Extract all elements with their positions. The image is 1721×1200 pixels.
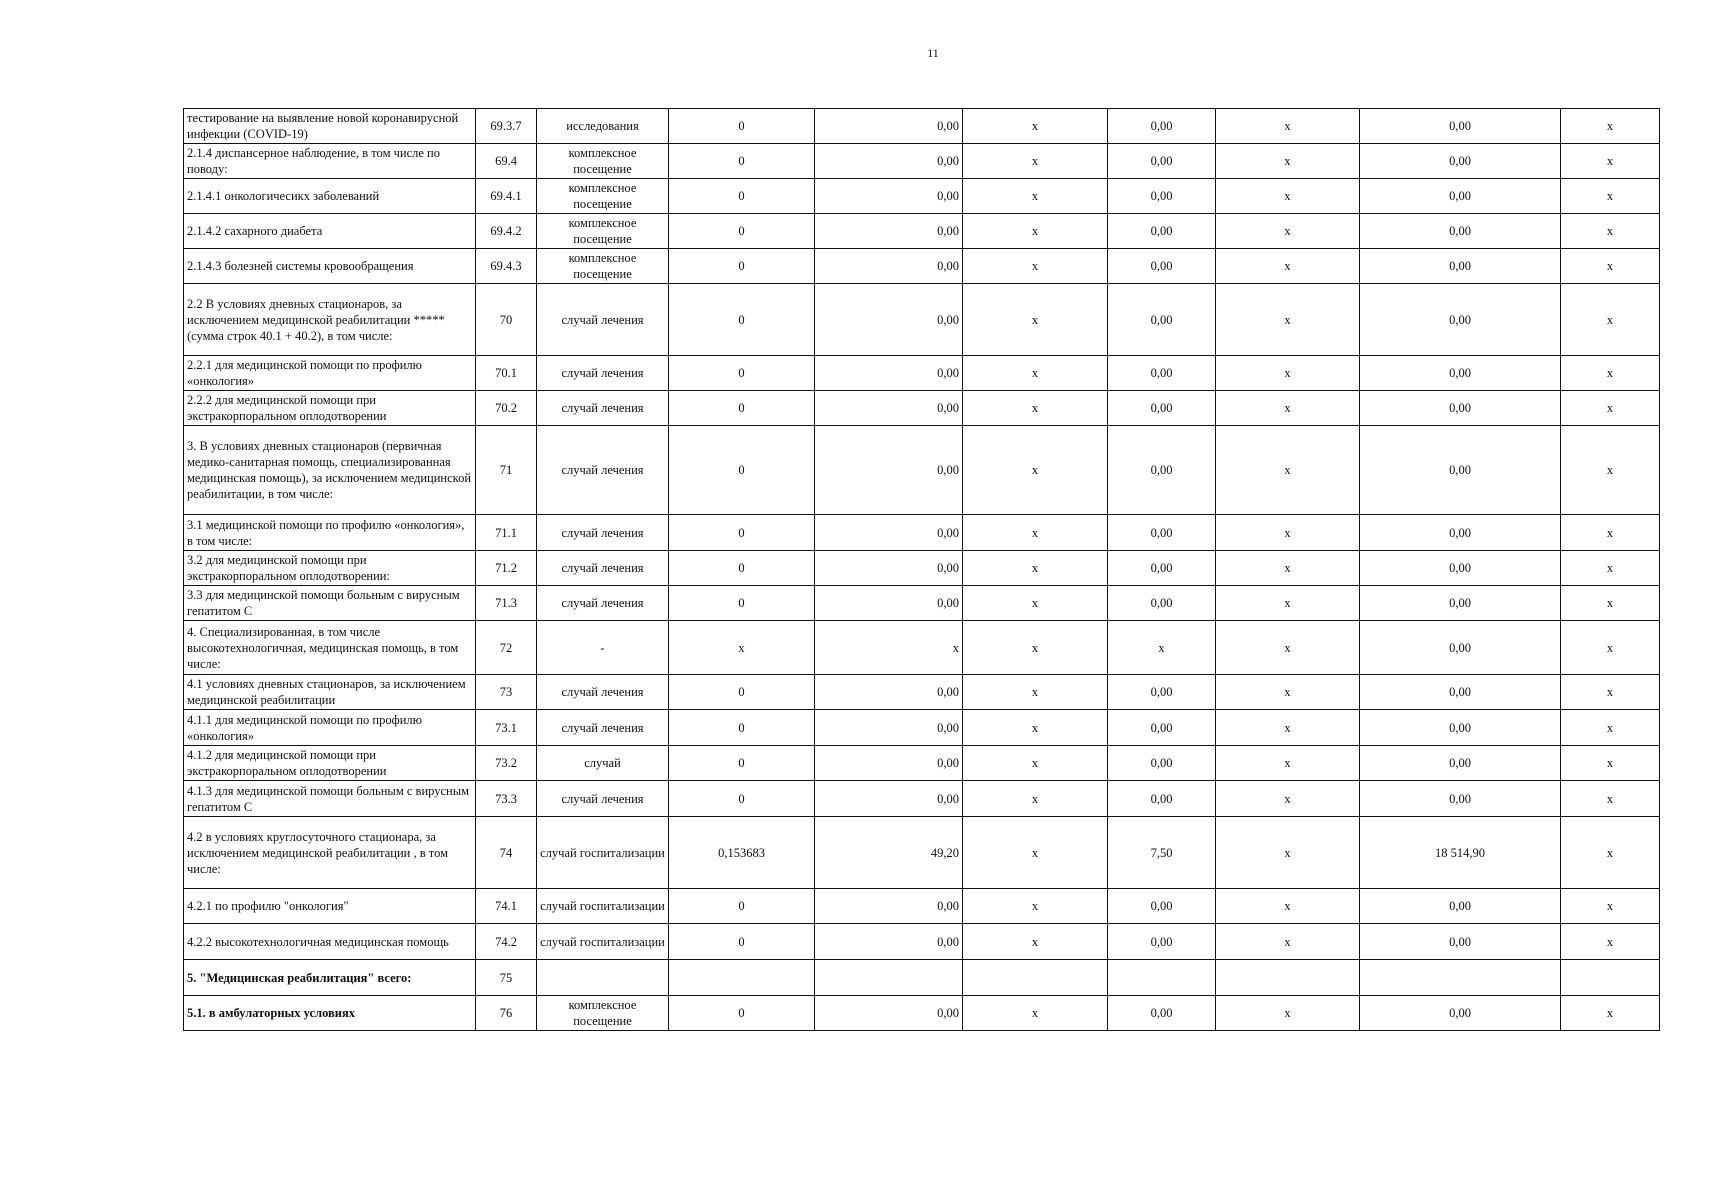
- x-mark-cell: x: [1216, 924, 1360, 960]
- cost-value-cell: 0,00: [815, 214, 963, 249]
- cost-value-cell: 0,00: [815, 746, 963, 781]
- x-mark-cell: x: [1216, 746, 1360, 781]
- x-mark-cell: x: [1561, 586, 1660, 621]
- cost-value-cell: 0,00: [815, 675, 963, 710]
- x-mark-cell: x: [963, 109, 1108, 144]
- x-mark-cell: x: [1216, 214, 1360, 249]
- x-mark-cell: x: [963, 675, 1108, 710]
- row-code-cell: 71: [476, 426, 537, 515]
- x-mark-cell: x: [1561, 675, 1660, 710]
- cost-value-cell: 0,00: [815, 515, 963, 551]
- cost-value-cell: 0,00: [815, 710, 963, 746]
- row-code-cell: 71.3: [476, 586, 537, 621]
- unit-of-measure-cell: случай лечения: [537, 391, 669, 426]
- unit-of-measure-cell: комплексное посещение: [537, 249, 669, 284]
- unit-of-measure-cell: случай лечения: [537, 426, 669, 515]
- table-row: [184, 996, 1660, 1031]
- x-mark-cell: x: [1561, 179, 1660, 214]
- normative-value-cell: 0,00: [1108, 249, 1216, 284]
- table-row: [184, 586, 1660, 621]
- table-row: [184, 781, 1660, 817]
- unit-of-measure-cell: комплексное посещение: [537, 179, 669, 214]
- row-label-cell: 4.1.3 для медицинской помощи больным с вирусным гепатитом С: [184, 781, 476, 817]
- cost-value-cell: 0,00: [815, 356, 963, 391]
- unit-of-measure-cell: случай лечения: [537, 586, 669, 621]
- row-code-cell: 69.4.1: [476, 179, 537, 214]
- table-row: [184, 356, 1660, 391]
- row-label-cell: 4.1.2 для медицинской помощи при экстракорпоральном оплодотворении: [184, 746, 476, 781]
- unit-of-measure-cell: случай лечения: [537, 675, 669, 710]
- x-mark-cell: x: [1216, 551, 1360, 586]
- row-code-cell: 70.2: [476, 391, 537, 426]
- normative-value-cell: 7,50: [1108, 817, 1216, 889]
- x-mark-cell: x: [1216, 284, 1360, 356]
- x-mark-cell: x: [963, 391, 1108, 426]
- cost-value-cell: 0,00: [815, 249, 963, 284]
- cost-value-cell: 0,00: [815, 284, 963, 356]
- cost-value-cell: 0,00: [815, 391, 963, 426]
- volume-value-cell: 0: [669, 781, 815, 817]
- row-code-cell: 71.1: [476, 515, 537, 551]
- row-code-cell: 73.3: [476, 781, 537, 817]
- total-value-cell: 0,00: [1360, 284, 1561, 356]
- volume-value-cell: x: [669, 621, 815, 675]
- total-value-cell: 0,00: [1360, 356, 1561, 391]
- total-value-cell: 0,00: [1360, 144, 1561, 179]
- x-mark-cell: x: [1216, 621, 1360, 675]
- total-value-cell: 0,00: [1360, 426, 1561, 515]
- x-mark-cell: x: [1561, 924, 1660, 960]
- x-mark-cell: x: [1561, 710, 1660, 746]
- x-mark-cell: x: [963, 249, 1108, 284]
- total-value-cell: 18 514,90: [1360, 817, 1561, 889]
- row-code-cell: 72: [476, 621, 537, 675]
- x-mark-cell: x: [1216, 144, 1360, 179]
- volume-value-cell: 0: [669, 586, 815, 621]
- x-mark-cell: x: [963, 284, 1108, 356]
- normative-value-cell: 0,00: [1108, 710, 1216, 746]
- normative-value-cell: 0,00: [1108, 924, 1216, 960]
- total-value-cell: 0,00: [1360, 179, 1561, 214]
- normative-value-cell: 0,00: [1108, 356, 1216, 391]
- total-value-cell: 0,00: [1360, 214, 1561, 249]
- x-mark-cell: x: [1216, 109, 1360, 144]
- page-number: 11: [927, 46, 939, 60]
- unit-of-measure-cell: случай госпитализации: [537, 817, 669, 889]
- total-value-cell: 0,00: [1360, 781, 1561, 817]
- table-row: [184, 391, 1660, 426]
- normative-value-cell: 0,00: [1108, 179, 1216, 214]
- unit-of-measure-cell: комплексное посещение: [537, 214, 669, 249]
- x-mark-cell: x: [963, 781, 1108, 817]
- normative-value-cell: 0,00: [1108, 586, 1216, 621]
- x-mark-cell: x: [1216, 675, 1360, 710]
- cost-value-cell: 0,00: [815, 179, 963, 214]
- volume-value-cell: 0: [669, 924, 815, 960]
- row-code-cell: 74: [476, 817, 537, 889]
- normative-value-cell: 0,00: [1108, 426, 1216, 515]
- row-code-cell: 73: [476, 675, 537, 710]
- row-code-cell: 70: [476, 284, 537, 356]
- normative-value-cell: 0,00: [1108, 551, 1216, 586]
- table-row: [184, 746, 1660, 781]
- volume-value-cell: 0: [669, 249, 815, 284]
- volume-value-cell: 0: [669, 391, 815, 426]
- table-row: [184, 675, 1660, 710]
- x-mark-cell: [963, 960, 1108, 996]
- x-mark-cell: x: [1561, 144, 1660, 179]
- x-mark-cell: [1561, 960, 1660, 996]
- total-value-cell: 0,00: [1360, 889, 1561, 924]
- x-mark-cell: x: [1561, 746, 1660, 781]
- row-label-cell: 2.2.1 для медицинской помощи по профилю «онкология»: [184, 356, 476, 391]
- row-code-cell: 73.2: [476, 746, 537, 781]
- x-mark-cell: x: [1216, 179, 1360, 214]
- table-row: [184, 710, 1660, 746]
- total-value-cell: 0,00: [1360, 621, 1561, 675]
- normative-value-cell: 0,00: [1108, 781, 1216, 817]
- cost-value-cell: 0,00: [815, 144, 963, 179]
- x-mark-cell: x: [963, 144, 1108, 179]
- total-value-cell: 0,00: [1360, 710, 1561, 746]
- normative-value-cell: 0,00: [1108, 996, 1216, 1031]
- total-value-cell: 0,00: [1360, 675, 1561, 710]
- cost-value-cell: 0,00: [815, 426, 963, 515]
- table-row: [184, 214, 1660, 249]
- unit-of-measure-cell: случай лечения: [537, 551, 669, 586]
- volume-value-cell: 0: [669, 214, 815, 249]
- normative-value-cell: 0,00: [1108, 889, 1216, 924]
- row-code-cell: 69.3.7: [476, 109, 537, 144]
- x-mark-cell: x: [963, 924, 1108, 960]
- row-label-cell: 3.1 медицинской помощи по профилю «онкология», в том числе:: [184, 515, 476, 551]
- row-code-cell: 74.1: [476, 889, 537, 924]
- total-value-cell: [1360, 960, 1561, 996]
- row-code-cell: 69.4.2: [476, 214, 537, 249]
- normative-value-cell: 0,00: [1108, 214, 1216, 249]
- x-mark-cell: x: [1561, 214, 1660, 249]
- x-mark-cell: x: [963, 996, 1108, 1031]
- x-mark-cell: x: [1561, 249, 1660, 284]
- normative-value-cell: 0,00: [1108, 109, 1216, 144]
- normative-value-cell: [1108, 960, 1216, 996]
- row-code-cell: 75: [476, 960, 537, 996]
- cost-value-cell: 0,00: [815, 109, 963, 144]
- x-mark-cell: x: [1561, 391, 1660, 426]
- volume-value-cell: 0: [669, 179, 815, 214]
- cost-value-cell: 0,00: [815, 781, 963, 817]
- unit-of-measure-cell: случай госпитализации: [537, 889, 669, 924]
- x-mark-cell: x: [963, 214, 1108, 249]
- row-label-cell: 2.1.4.1 онкологичесикх заболеваний: [184, 179, 476, 214]
- row-label-cell: 3.3 для медицинской помощи больным с вирусным гепатитом С: [184, 586, 476, 621]
- volume-value-cell: 0,153683: [669, 817, 815, 889]
- unit-of-measure-cell: случай госпитализации: [537, 924, 669, 960]
- x-mark-cell: x: [963, 746, 1108, 781]
- row-label-cell: 2.2 В условиях дневных стационаров, за исключением медицинской реабилитации ***** (сумма строк 40.1 + 40.2), в том числе:: [184, 284, 476, 356]
- x-mark-cell: x: [1216, 426, 1360, 515]
- table-row: [184, 249, 1660, 284]
- x-mark-cell: x: [963, 179, 1108, 214]
- row-code-cell: 73.1: [476, 710, 537, 746]
- normative-value-cell: 0,00: [1108, 391, 1216, 426]
- row-label-cell: 5. "Медицинская реабилитация" всего:: [184, 960, 476, 996]
- unit-of-measure-cell: случай лечения: [537, 515, 669, 551]
- row-code-cell: 76: [476, 996, 537, 1031]
- x-mark-cell: x: [963, 586, 1108, 621]
- unit-of-measure-cell: случай: [537, 746, 669, 781]
- row-label-cell: 4.2.2 высокотехнологичная медицинская помощь: [184, 924, 476, 960]
- row-label-cell: 2.1.4 диспансерное наблюдение, в том числе по поводу:: [184, 144, 476, 179]
- table-row: [184, 144, 1660, 179]
- x-mark-cell: x: [1216, 586, 1360, 621]
- total-value-cell: 0,00: [1360, 109, 1561, 144]
- row-code-cell: 74.2: [476, 924, 537, 960]
- unit-of-measure-cell: случай лечения: [537, 284, 669, 356]
- volume-value-cell: 0: [669, 889, 815, 924]
- unit-of-measure-cell: случай лечения: [537, 781, 669, 817]
- x-mark-cell: x: [963, 426, 1108, 515]
- unit-of-measure-cell: -: [537, 621, 669, 675]
- x-mark-cell: x: [1561, 621, 1660, 675]
- x-mark-cell: x: [1216, 710, 1360, 746]
- x-mark-cell: x: [1561, 996, 1660, 1031]
- x-mark-cell: x: [1561, 551, 1660, 586]
- volume-value-cell: 0: [669, 356, 815, 391]
- x-mark-cell: x: [1561, 109, 1660, 144]
- cost-value-cell: 49,20: [815, 817, 963, 889]
- total-value-cell: 0,00: [1360, 551, 1561, 586]
- row-label-cell: 4.1.1 для медицинской помощи по профилю «онкология»: [184, 710, 476, 746]
- x-mark-cell: x: [1216, 996, 1360, 1031]
- x-mark-cell: x: [963, 621, 1108, 675]
- row-code-cell: 70.1: [476, 356, 537, 391]
- cost-value-cell: x: [815, 621, 963, 675]
- x-mark-cell: [1216, 960, 1360, 996]
- row-label-cell: 2.2.2 для медицинской помощи при экстракорпоральном оплодотворении: [184, 391, 476, 426]
- unit-of-measure-cell: [537, 960, 669, 996]
- x-mark-cell: x: [963, 551, 1108, 586]
- x-mark-cell: x: [1561, 515, 1660, 551]
- total-value-cell: 0,00: [1360, 391, 1561, 426]
- cost-value-cell: [815, 960, 963, 996]
- table-body: [184, 109, 1660, 1031]
- row-label-cell: 4.2 в условиях круглосуточного стационара, за исключением медицинской реабилитации , в том числе:: [184, 817, 476, 889]
- medical-assistance-table: [183, 108, 1660, 1031]
- unit-of-measure-cell: комплексное посещение: [537, 996, 669, 1031]
- row-label-cell: тестирование на выявление новой коронавирусной инфекции (COVID-19): [184, 109, 476, 144]
- row-code-cell: 69.4.3: [476, 249, 537, 284]
- table-row: [184, 515, 1660, 551]
- x-mark-cell: x: [963, 515, 1108, 551]
- volume-value-cell: 0: [669, 144, 815, 179]
- cost-value-cell: 0,00: [815, 586, 963, 621]
- cost-value-cell: 0,00: [815, 889, 963, 924]
- table-row: [184, 284, 1660, 356]
- x-mark-cell: x: [1216, 817, 1360, 889]
- x-mark-cell: x: [963, 817, 1108, 889]
- normative-value-cell: 0,00: [1108, 284, 1216, 356]
- table-row: [184, 817, 1660, 889]
- cost-value-cell: 0,00: [815, 551, 963, 586]
- volume-value-cell: 0: [669, 515, 815, 551]
- row-label-cell: 5.1. в амбулаторных условиях: [184, 996, 476, 1031]
- row-code-cell: 71.2: [476, 551, 537, 586]
- volume-value-cell: 0: [669, 746, 815, 781]
- volume-value-cell: 0: [669, 710, 815, 746]
- row-label-cell: 2.1.4.2 сахарного диабета: [184, 214, 476, 249]
- x-mark-cell: x: [1561, 817, 1660, 889]
- row-label-cell: 2.1.4.3 болезней системы кровообращения: [184, 249, 476, 284]
- x-mark-cell: x: [1216, 889, 1360, 924]
- x-mark-cell: x: [1561, 356, 1660, 391]
- total-value-cell: 0,00: [1360, 746, 1561, 781]
- cost-value-cell: 0,00: [815, 924, 963, 960]
- row-label-cell: 3.2 для медицинской помощи при экстракорпоральном оплодотворении:: [184, 551, 476, 586]
- unit-of-measure-cell: исследования: [537, 109, 669, 144]
- x-mark-cell: x: [1561, 889, 1660, 924]
- normative-value-cell: x: [1108, 621, 1216, 675]
- x-mark-cell: x: [1216, 391, 1360, 426]
- x-mark-cell: x: [963, 356, 1108, 391]
- total-value-cell: 0,00: [1360, 249, 1561, 284]
- volume-value-cell: 0: [669, 551, 815, 586]
- x-mark-cell: x: [1216, 515, 1360, 551]
- row-label-cell: 3. В условиях дневных стационаров (первичная медико-санитарная помощь, специализированная медицинская помощь), за исключением медицинской реабилитации, в том числе:: [184, 426, 476, 515]
- x-mark-cell: x: [963, 889, 1108, 924]
- volume-value-cell: [669, 960, 815, 996]
- total-value-cell: 0,00: [1360, 586, 1561, 621]
- x-mark-cell: x: [1216, 356, 1360, 391]
- normative-value-cell: 0,00: [1108, 675, 1216, 710]
- volume-value-cell: 0: [669, 675, 815, 710]
- row-code-cell: 69.4: [476, 144, 537, 179]
- row-label-cell: 4.2.1 по профилю "онкология": [184, 889, 476, 924]
- table-row: [184, 426, 1660, 515]
- x-mark-cell: x: [1561, 426, 1660, 515]
- table-row: [184, 179, 1660, 214]
- unit-of-measure-cell: комплексное посещение: [537, 144, 669, 179]
- row-label-cell: 4. Специализированная, в том числе высокотехнологичная, медицинская помощь, в том числе:: [184, 621, 476, 675]
- total-value-cell: 0,00: [1360, 924, 1561, 960]
- x-mark-cell: x: [1216, 781, 1360, 817]
- volume-value-cell: 0: [669, 284, 815, 356]
- table-row: [184, 109, 1660, 144]
- total-value-cell: 0,00: [1360, 515, 1561, 551]
- unit-of-measure-cell: случай лечения: [537, 710, 669, 746]
- normative-value-cell: 0,00: [1108, 746, 1216, 781]
- table-row: [184, 924, 1660, 960]
- x-mark-cell: x: [1216, 249, 1360, 284]
- cost-value-cell: 0,00: [815, 996, 963, 1031]
- row-label-cell: 4.1 условиях дневных стационаров, за исключением медицинской реабилитации: [184, 675, 476, 710]
- volume-value-cell: 0: [669, 426, 815, 515]
- total-value-cell: 0,00: [1360, 996, 1561, 1031]
- table-row: [184, 960, 1660, 996]
- normative-value-cell: 0,00: [1108, 144, 1216, 179]
- table-row: [184, 551, 1660, 586]
- x-mark-cell: x: [1561, 781, 1660, 817]
- table-row: [184, 889, 1660, 924]
- volume-value-cell: 0: [669, 996, 815, 1031]
- unit-of-measure-cell: случай лечения: [537, 356, 669, 391]
- x-mark-cell: x: [1561, 284, 1660, 356]
- volume-value-cell: 0: [669, 109, 815, 144]
- x-mark-cell: x: [963, 710, 1108, 746]
- normative-value-cell: 0,00: [1108, 515, 1216, 551]
- table-row: [184, 621, 1660, 675]
